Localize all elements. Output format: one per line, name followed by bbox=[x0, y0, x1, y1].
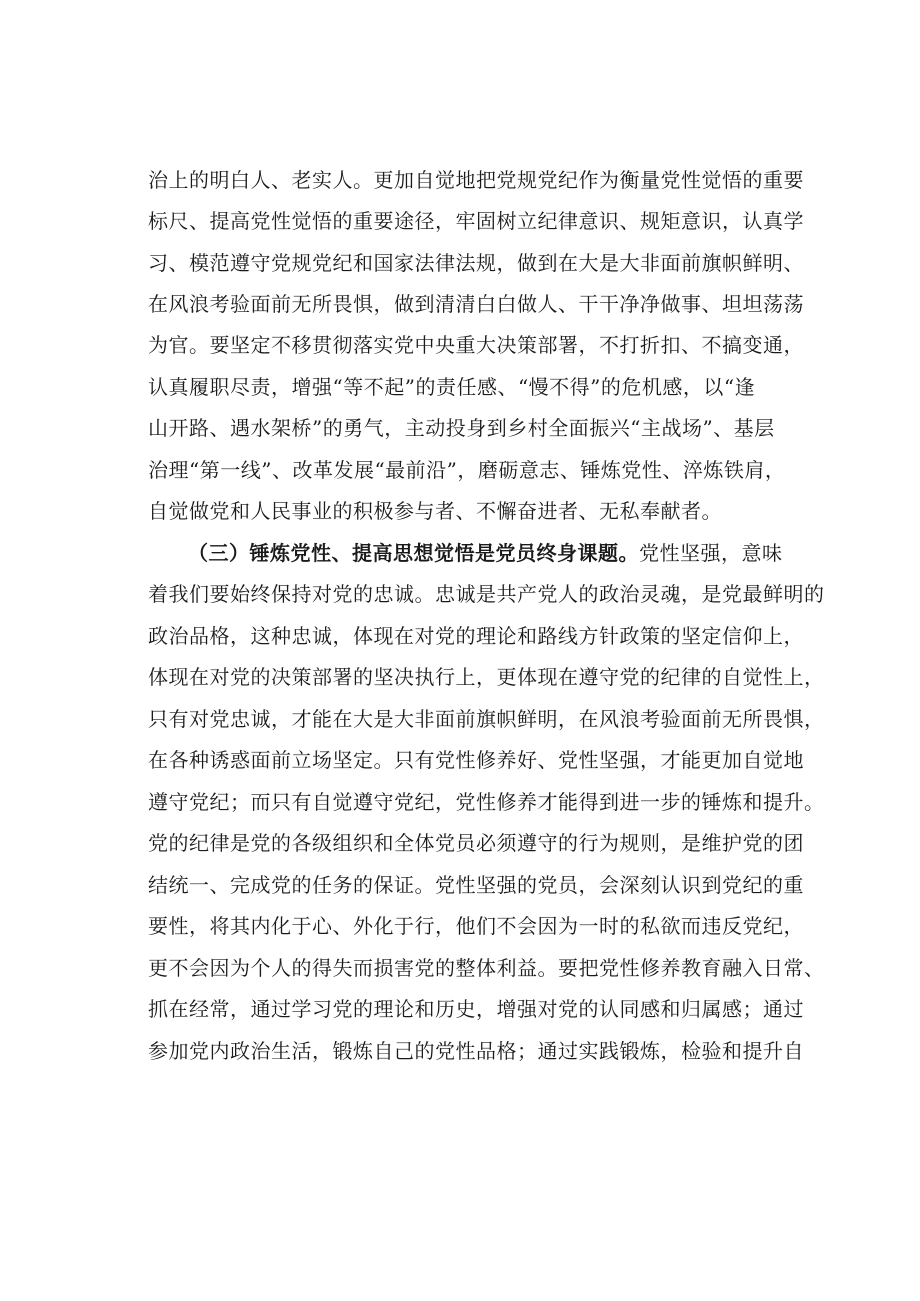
paragraph-2-line-3: 政治品格，这种忠诚，体现在对党的理论和路线方针政策的坚定信仰上， bbox=[148, 624, 804, 648]
paragraph-1-line-3: 习、模范遵守党规党纪和国家法律法规，做到在大是大非面前旗帜鲜明、 bbox=[148, 251, 804, 275]
paragraph-2-line-8: 党的纪律是党的各级组织和全体党员必须遵守的行为规则，是维护党的团 bbox=[148, 831, 804, 855]
paragraph-1-line-8: 治理“第一线”、改革发展“最前沿”，磨砺意志、锤炼党性、淬炼铁肩， bbox=[148, 458, 786, 482]
paragraph-1-line-9: 自觉做党和人民事业的积极参与者、不懈奋进者、无私奉献者。 bbox=[148, 499, 722, 523]
paragraph-1-line-4: 在风浪考验面前无所畏惧，做到清清白白做人、干干净净做事、坦坦荡荡 bbox=[148, 292, 804, 316]
paragraph-2-line-10: 要性，将其内化于心、外化于行，他们不会因为一时的私欲而违反党纪， bbox=[148, 914, 804, 938]
paragraph-2-line-13: 参加党内政治生活，锻炼自己的党性品格；通过实践锻炼，检验和提升自 bbox=[148, 1039, 804, 1063]
paragraph-1-line-6: 认真履职尽责，增强“等不起”的责任感、“慢不得”的危机感，以“逢 bbox=[148, 375, 756, 399]
paragraph-2-line-5: 只有对党忠诚，才能在大是大非面前旗帜鲜明，在风浪考验面前无所畏惧， bbox=[148, 707, 825, 731]
paragraph-1-line-2: 标尺、提高党性觉悟的重要途径，牢固树立纪律意识、规矩意识，认真学 bbox=[148, 209, 804, 233]
paragraph-2-first-line bbox=[188, 535, 783, 571]
paragraph-2-line-9: 结统一、完成党的任务的保证。党性坚强的党员，会深刻认识到党纪的重 bbox=[148, 873, 804, 897]
paragraph-2-line-2: 着我们要始终保持对党的忠诚。忠诚是共产党人的政治灵魂，是党最鲜明的 bbox=[148, 582, 825, 606]
paragraph-1-line-1: 治上的明白人、老实人。更加自觉地把党规党纪作为衡量党性觉悟的重要 bbox=[148, 168, 804, 192]
paragraph-2-line-4: 体现在对党的决策部署的坚决执行上，更体现在遵守党的纪律的自觉性上， bbox=[148, 665, 825, 689]
paragraph-2-first-line-rest: 党性坚强，意味 bbox=[639, 541, 783, 565]
section-heading: （三）锤炼党性、提高思想觉悟是党员终身课题。 bbox=[188, 541, 639, 565]
paragraph-2-line-6: 在各种诱惑面前立场坚定。只有党性修养好、党性坚强，才能更加自觉地 bbox=[148, 748, 804, 772]
paragraph-2-line-7: 遵守党纪；而只有自觉遵守党纪，党性修养才能得到进一步的锤炼和提升。 bbox=[148, 790, 825, 814]
paragraph-1-line-7: 山开路、遇水架桥”的勇气，主动投身到乡村全面振兴“主战场”、基层 bbox=[148, 416, 775, 440]
paragraph-2-line-12: 抓在经常，通过学习党的理论和历史，增强对党的认同感和归属感；通过 bbox=[148, 997, 804, 1021]
paragraph-1-line-5: 为官。要坚定不移贯彻落实党中央重大决策部署，不打折扣、不搞变通， bbox=[148, 333, 804, 357]
paragraph-2-line-11: 更不会因为个人的得失而损害党的整体利益。要把党性修养教育融入日常、 bbox=[148, 956, 825, 980]
